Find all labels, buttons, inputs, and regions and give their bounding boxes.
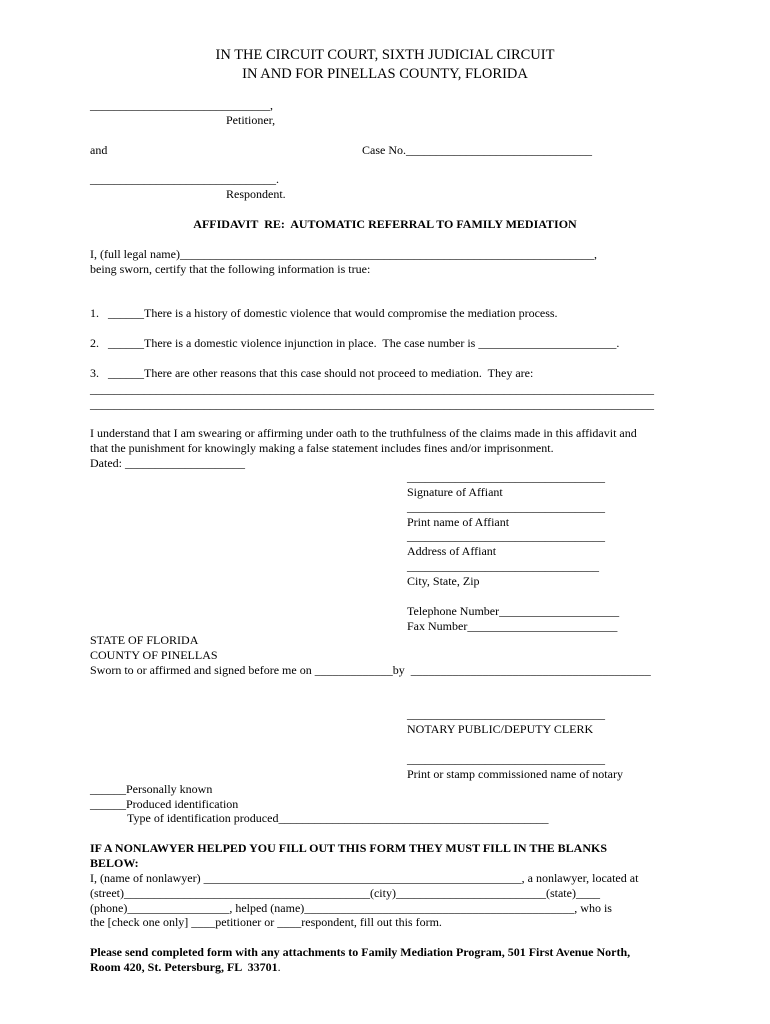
sworn-statement-text: being sworn, certify that the following information is true: (90, 262, 371, 276)
fax-field[interactable]: Fax Number_________________________ (407, 619, 618, 633)
nonlawyer-phone-field[interactable]: (phone)_________________, helped (name)_____________________________________________, who is (90, 901, 612, 915)
notary-stamp-label: Print or stamp commissioned name of notary (407, 767, 623, 781)
personally-known-field[interactable]: ______Personally known (90, 782, 213, 796)
case-number-field[interactable]: Case No._______________________________ (362, 143, 592, 157)
nonlawyer-address-field[interactable]: (street)_________________________________________(city)_________________________(state)____ (90, 886, 600, 900)
petitioner-blank[interactable]: ______________________________, (90, 98, 273, 112)
other-reasons-blank-1[interactable]: ______________________________________________________________________________________________ (90, 382, 654, 396)
print-name-line[interactable]: _________________________________ (407, 500, 605, 514)
court-header-line-2: IN AND FOR PINELLAS COUNTY, FLORIDA (242, 66, 528, 82)
city-state-zip-label: City, State, Zip (407, 574, 480, 588)
produced-identification-field[interactable]: ______Produced identification (90, 797, 239, 811)
signature-line[interactable]: _________________________________ (407, 470, 605, 484)
item-1-domestic-violence[interactable]: 1. ______There is a history of domestic violence that would compromise the mediation process. (90, 306, 558, 320)
signature-label: Signature of Affiant (407, 485, 503, 499)
notary-stamp-line[interactable]: _________________________________ (407, 752, 605, 766)
nonlawyer-name-field[interactable]: I, (name of nonlawyer) _____________________________________________________, a nonlawyer, located at (90, 871, 639, 885)
respondent-blank[interactable]: _______________________________. (90, 172, 279, 186)
dated-field[interactable]: Dated: ____________________ (90, 456, 245, 470)
state-label: STATE OF FLORIDA (90, 633, 199, 647)
county-label: COUNTY OF PINELLAS (90, 648, 218, 662)
notary-signature-line[interactable]: _________________________________ (407, 707, 605, 721)
identification-type-field[interactable]: Type of identification produced_____________________________________________ (127, 811, 549, 825)
address-label: Address of Affiant (407, 544, 497, 558)
mailing-period: . (277, 960, 281, 974)
other-reasons-blank-2[interactable]: ______________________________________________________________________________________________ (90, 397, 654, 411)
notary-public-label: NOTARY PUBLIC/DEPUTY CLERK (407, 722, 594, 736)
oath-text-line-2: that the punishment for knowingly making a false statement includes fines and/or imprisonment. (90, 441, 554, 455)
nonlawyer-heading-line-2: BELOW: (90, 856, 139, 870)
mailing-instructions-line-2 (90, 960, 281, 975)
nonlawyer-heading-line-1: IF A NONLAWYER HELPED YOU FILL OUT THIS FORM THEY MUST FILL IN THE BLANKS (90, 841, 608, 855)
mailing-address: Room 420, St. Petersburg, FL 33701 (90, 960, 278, 974)
address-line[interactable]: _________________________________ (407, 529, 605, 543)
telephone-field[interactable]: Telephone Number____________________ (407, 604, 620, 618)
item-2-injunction[interactable]: 2. ______There is a domestic violence injunction in place. The case number is _______________________. (90, 336, 620, 350)
full-legal-name-field[interactable]: I, (full legal name)_____________________________________________________________________, (90, 247, 597, 261)
mailing-instructions-line-1: Please send completed form with any attachments to Family Mediation Program, 501 First Avenue North, (90, 945, 631, 959)
city-state-zip-line[interactable]: ________________________________ (407, 559, 599, 573)
print-name-label: Print name of Affiant (407, 515, 510, 529)
court-header-line-1: IN THE CIRCUIT COURT, SIXTH JUDICIAL CIRCUIT (215, 47, 555, 63)
oath-text-line-1: I understand that I am swearing or affirming under oath to the truthfulness of the claims made in this affidavit and (90, 426, 637, 440)
item-3-other-reasons[interactable]: 3. ______There are other reasons that this case should not proceed to mediation. They are: (90, 366, 534, 380)
respondent-label: Respondent. (226, 187, 286, 201)
sworn-before-field[interactable]: Sworn to or affirmed and signed before me on _____________by ________________________________________ (90, 663, 651, 677)
affidavit-title: AFFIDAVIT RE: AUTOMATIC REFERRAL TO FAMILY MEDIATION (193, 217, 577, 231)
and-label: and (90, 143, 108, 157)
nonlawyer-party-field[interactable]: the [check one only] ____petitioner or ____respondent, fill out this form. (90, 915, 442, 929)
petitioner-label: Petitioner, (226, 113, 276, 127)
